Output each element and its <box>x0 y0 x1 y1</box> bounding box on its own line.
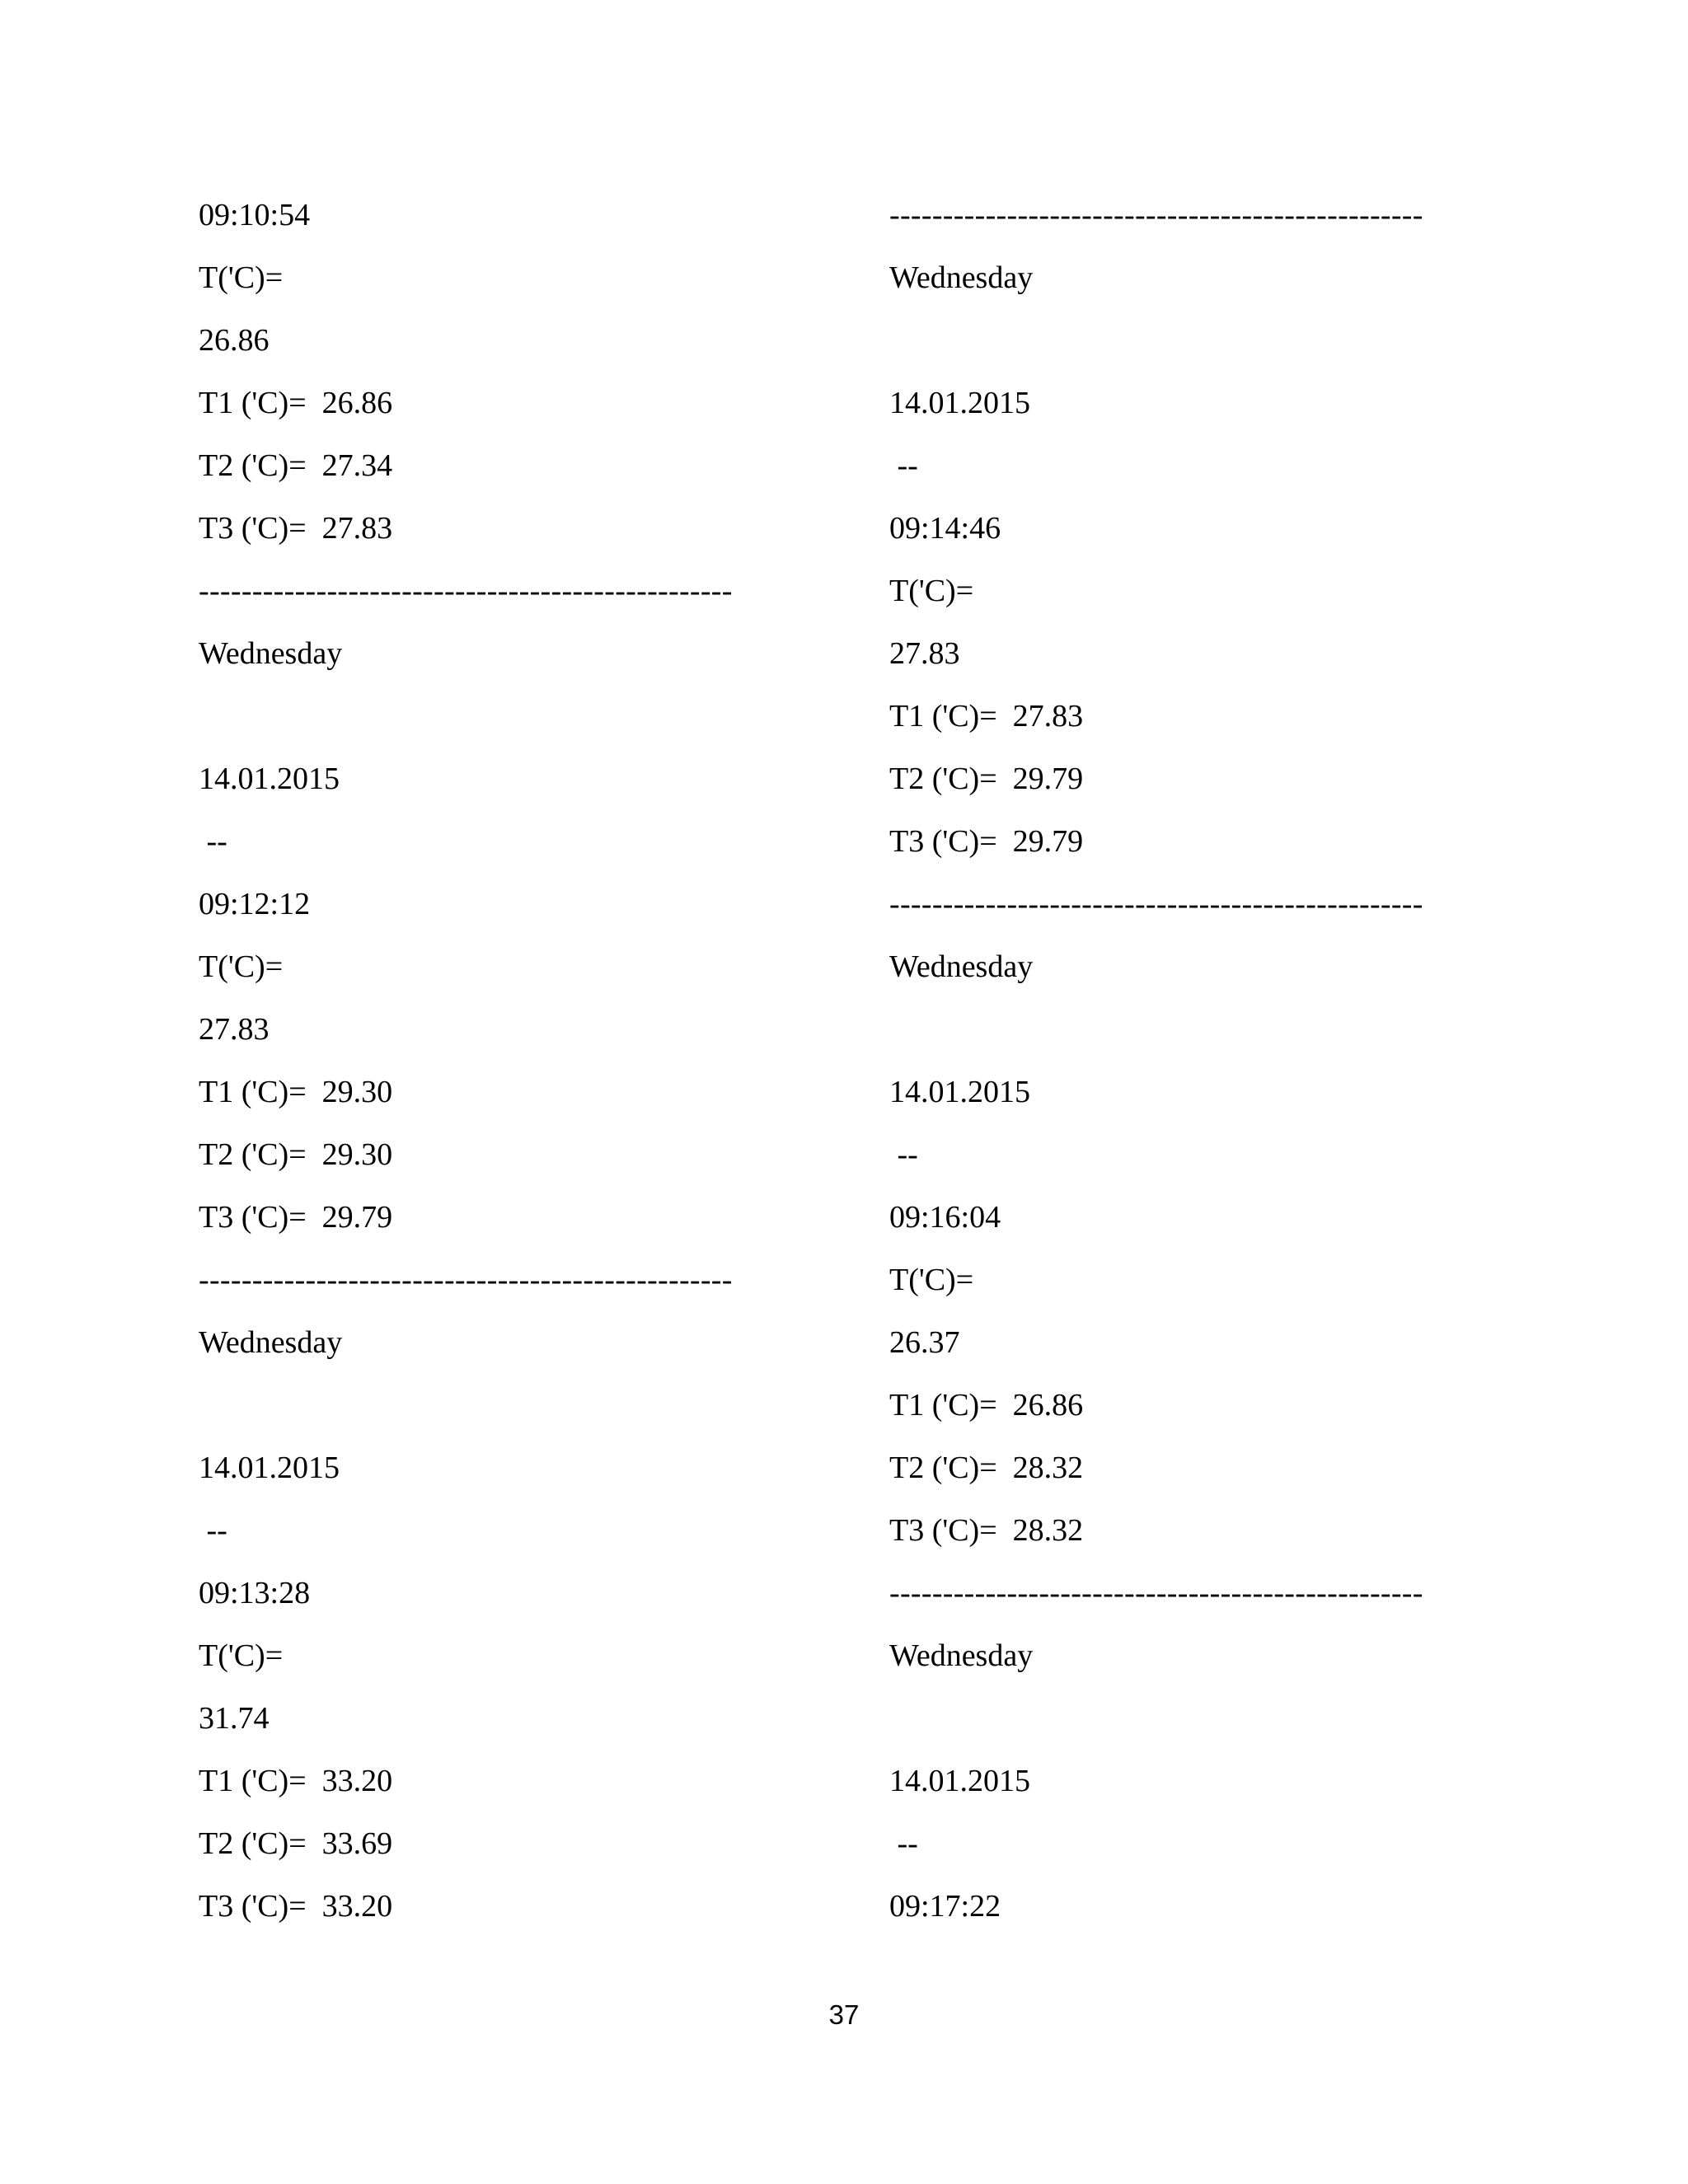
separator-line: -------------------------------------------------- <box>199 574 733 608</box>
date-time-separator: -- <box>889 448 918 483</box>
date: 14.01.2015 <box>889 386 1030 420</box>
sensor-reading: T3 ('C)= 29.79 <box>889 824 1084 859</box>
separator-line: -------------------------------------------------- <box>199 1263 733 1297</box>
right-column <box>889 184 1516 1938</box>
date: 14.01.2015 <box>199 762 340 796</box>
temperature-value: 27.83 <box>889 636 960 671</box>
sensor-reading: T2 ('C)= 29.79 <box>889 762 1084 796</box>
sensor-reading: T1 ('C)= 29.30 <box>199 1075 393 1109</box>
weekday: Wednesday <box>889 949 1034 984</box>
timestamp: 09:10:54 <box>199 198 311 232</box>
blank-line <box>889 998 1516 1061</box>
weekday: Wednesday <box>199 636 343 671</box>
timestamp: 09:14:46 <box>889 511 1001 546</box>
weekday: Wednesday <box>889 260 1034 295</box>
sensor-reading: T3 ('C)= 29.79 <box>199 1200 393 1235</box>
blank-line <box>889 1687 1516 1750</box>
sensor-reading: T2 ('C)= 29.30 <box>199 1137 393 1172</box>
timestamp: 09:16:04 <box>889 1200 1001 1235</box>
temperature-label: T('C)= <box>199 260 284 295</box>
date-time-separator: -- <box>889 1826 918 1861</box>
date: 14.01.2015 <box>199 1451 340 1485</box>
blank-line <box>889 309 1516 372</box>
sensor-reading: T2 ('C)= 28.32 <box>889 1451 1084 1485</box>
temperature-value: 26.86 <box>199 323 270 358</box>
blank-line <box>199 1374 825 1436</box>
temperature-label: T('C)= <box>199 949 284 984</box>
sensor-reading: T1 ('C)= 33.20 <box>199 1764 393 1798</box>
sensor-reading: T3 ('C)= 27.83 <box>199 511 393 546</box>
timestamp: 09:17:22 <box>889 1889 1001 1924</box>
left-column <box>199 184 825 1938</box>
temperature-label: T('C)= <box>889 1263 974 1297</box>
temperature-label: T('C)= <box>199 1638 284 1673</box>
sensor-reading: T1 ('C)= 26.86 <box>199 386 393 420</box>
weekday: Wednesday <box>199 1325 343 1360</box>
blank-line <box>199 685 825 748</box>
separator-line: -------------------------------------------------- <box>889 887 1423 921</box>
date: 14.01.2015 <box>889 1764 1030 1798</box>
temperature-value: 31.74 <box>199 1701 270 1736</box>
temperature-label: T('C)= <box>889 574 974 608</box>
timestamp: 09:12:12 <box>199 887 311 921</box>
separator-line: -------------------------------------------------- <box>889 1576 1423 1610</box>
sensor-reading: T1 ('C)= 26.86 <box>889 1388 1084 1422</box>
temperature-value: 26.37 <box>889 1325 960 1360</box>
sensor-reading: T3 ('C)= 28.32 <box>889 1513 1084 1548</box>
date-time-separator: -- <box>889 1137 918 1172</box>
sensor-reading: T3 ('C)= 33.20 <box>199 1889 393 1924</box>
sensor-reading: T2 ('C)= 33.69 <box>199 1826 393 1861</box>
timestamp: 09:13:28 <box>199 1576 311 1610</box>
sensor-reading: T2 ('C)= 27.34 <box>199 448 393 483</box>
date: 14.01.2015 <box>889 1075 1030 1109</box>
sensor-reading: T1 ('C)= 27.83 <box>889 699 1084 733</box>
separator-line: -------------------------------------------------- <box>889 198 1423 232</box>
date-time-separator: -- <box>199 824 227 859</box>
weekday: Wednesday <box>889 1638 1034 1673</box>
temperature-value: 27.83 <box>199 1012 270 1047</box>
date-time-separator: -- <box>199 1513 227 1548</box>
page-number: 37 <box>828 1999 860 2030</box>
